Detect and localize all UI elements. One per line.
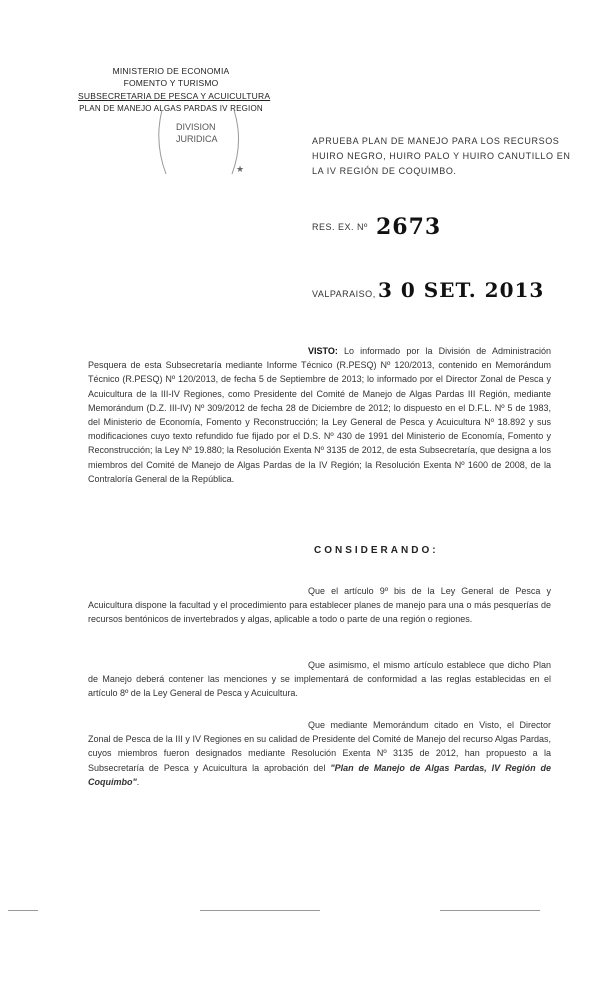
- visto-label: VISTO:: [308, 346, 338, 356]
- subsecretaria-line: SUBSECRETARIA DE PESCA Y ACUICULTURA: [78, 91, 271, 101]
- plan-line: PLAN DE MANEJO ALGAS PARDAS IV REGION: [79, 104, 263, 113]
- considerando-paragraph-2: [88, 658, 551, 701]
- stamp-line-2: JURIDICA: [176, 134, 218, 144]
- document-title: APRUEBA PLAN DE MANEJO PARA LOS RECURSOS HUIRO NEGRO, HUIRO PALO Y HUIRO CANUTILLO EN LA IV REGIÓN DE COQUIMBO.: [312, 136, 571, 176]
- considerando-text-3: Que mediante Memorándum citado en Visto, el Director Zonal de Pesca de la III y IV Regiones en su calidad de Presidente del Comité de Manejo del recurso Algas Pardas, cuyos miembros fueron designados mediante Resolución Exenta Nº 3135 de 2012, han propuesto a la Subsecretaría de Pesca y Acuicultura la aprobación del: [88, 720, 551, 773]
- resolution-number: 2673: [376, 214, 442, 240]
- considerando-heading: CONSIDERANDO:: [314, 545, 439, 556]
- visto-paragraph: [88, 344, 551, 486]
- footer-mark-left: [8, 910, 38, 911]
- date-stamp: 3 0 SET. 2013: [378, 278, 545, 302]
- footer-mark-center: [200, 910, 320, 911]
- division-juridica-stamp: [148, 102, 248, 192]
- considerando-paragraph-1: [88, 584, 551, 627]
- plan-name-emphasis: "Plan de Manejo de Algas Pardas, IV Región de Coquimbo": [88, 762, 551, 787]
- ministry-subline: FOMENTO Y TURISMO: [123, 78, 219, 88]
- stamp-line-1: DIVISION: [176, 122, 216, 132]
- considerando-text-3-end: .: [136, 776, 140, 787]
- considerando-paragraph-3: [88, 718, 551, 789]
- svg-text:★: ★: [236, 164, 245, 174]
- stamp-seal-icon: [148, 102, 248, 192]
- resolution-label: RES. EX. Nº: [312, 222, 368, 232]
- footer-mark-right: [440, 910, 540, 911]
- ministry-line: MINISTERIO DE ECONOMIA: [112, 66, 230, 76]
- considerando-text-1: Que el artículo 9º bis de la Ley General de Pesca y Acuicultura dispone la facultad y el procedimiento para establecer planes de manejo para una o más pesquerías de recursos bentónicos de invertebrados y algas, aplicable a todo o parte de una región o regiones.: [88, 586, 551, 625]
- considerando-text-2: Que asimismo, el mismo artículo establece que dicho Plan de Manejo deberá contener las menciones y se implementará de conformidad a las reglas establecidas en el artículo 8º de la Ley General de Pesca y Acuicultura.: [88, 660, 551, 699]
- place-label: VALPARAISO,: [312, 289, 376, 299]
- visto-text: Lo informado por la División de Administración Pesquera de esta Subsecretaría mediante Informe Técnico (R.PESQ) Nº 120/2013, contenido en Memorándum Técnico (R.PESQ) Nº 120/2013, de fecha 5 de Septiembre de 2013; lo informado por el Director Zonal de Pesca y Acuicultura de la III-IV Regiones, como Presidente del Comité de Manejo de Algas Pardas III Región, mediante Memorándum (D.Z. III-IV) Nº 309/2012 de fecha 28 de Diciembre de 2012; lo dispuesto en el D.F.L. Nº 5 de 1983, del Ministerio de Economía, Fomento y Reconstrucción; la Ley General de Pesca y Acuicultura Nº 18.892 y sus modificaciones cuyo texto refundido fue fijado por el D.S. Nº 430 de 1991 del Ministerio de Economía, Fomento y Reconstrucción; la Ley Nº 19.880; la Resolución Exenta Nº 3135 de 2012, de esta Subsecretaría, que designa a los miembros del Comité de Manejo de Algas Pardas de la IV Región; la Resolución Exenta Nº 1600 de 2008, de la Contraloría General de la República.: [88, 346, 551, 484]
